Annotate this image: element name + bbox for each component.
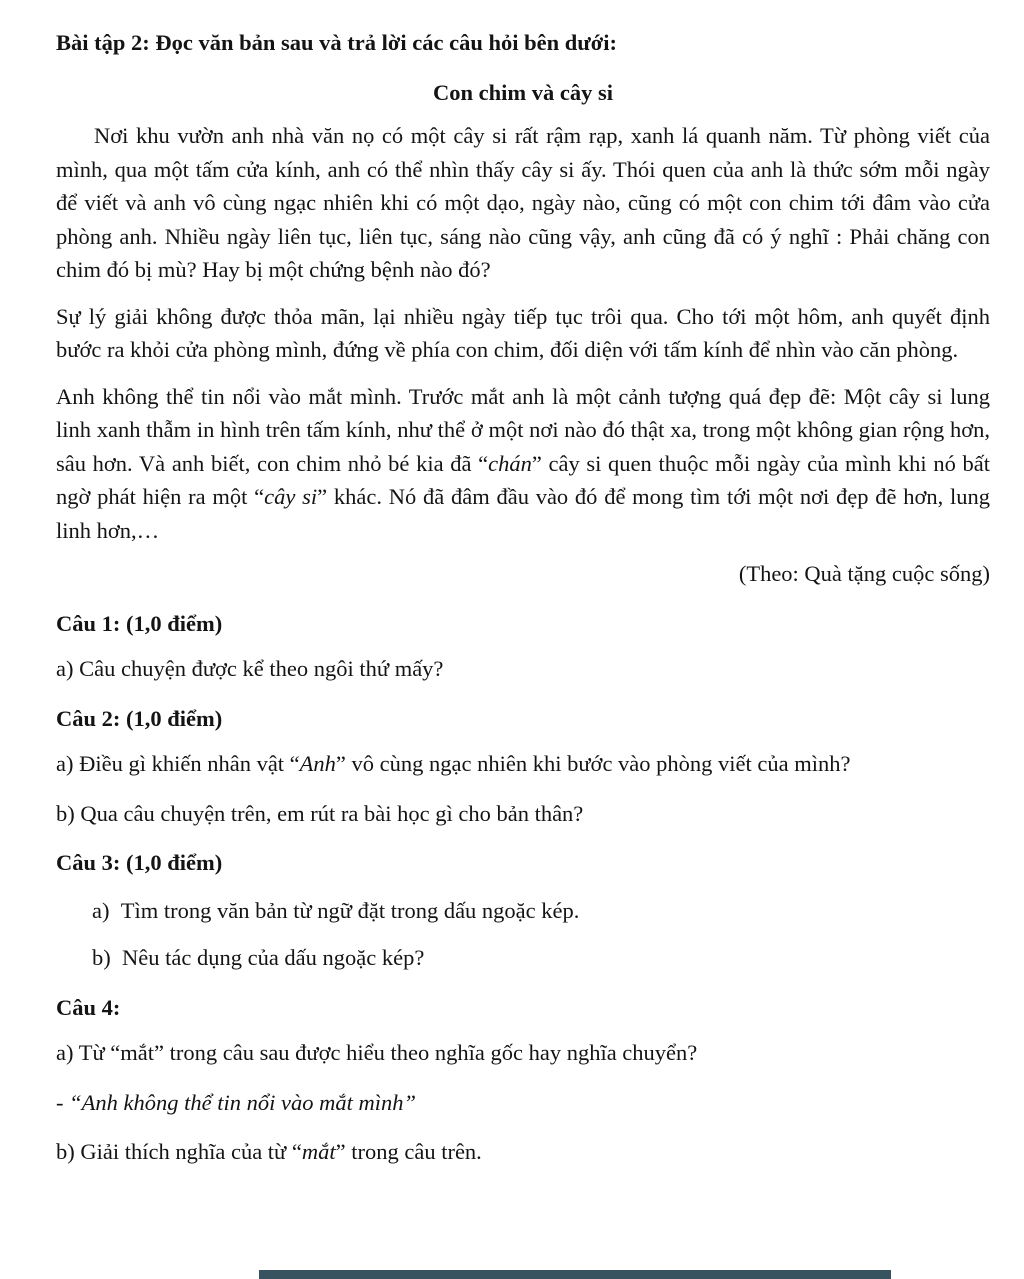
question-block-1: [56, 607, 990, 686]
question-2b: b) Qua câu chuyện trên, em rút ra bài học gì cho bản thân?: [56, 800, 584, 826]
question-block-2: [56, 702, 990, 831]
bottom-bar: [259, 1270, 891, 1279]
question-2a: a) Điều gì khiến nhân vật “Anh” vô cùng ngạc nhiên khi bước vào phòng viết của mình?: [56, 751, 851, 776]
story-attribution: (Theo: Quà tặng cuộc sống): [738, 561, 990, 586]
question-2-heading: Câu 2: (1,0 điểm): [56, 705, 223, 731]
question-3b: b) Nêu tác dụng của dấu ngoặc kép?: [92, 945, 425, 970]
story-paragraph-2: Sự lý giải không được thỏa mãn, lại nhiều ngày tiếp tục trôi qua. Cho tới một hôm, anh quyết định bước ra khỏi cửa phòng mình, đứng về phía con chim, đối diện với tấm kính để nhìn vào căn phòng.: [56, 303, 990, 362]
exercise-title: Bài tập 2: Đọc văn bản sau và trả lời các câu hỏi bên dưới:: [56, 30, 617, 55]
question-3a: a) Tìm trong văn bản từ ngữ đặt trong dấu ngoặc kép.: [92, 897, 580, 923]
question-block-4: [56, 991, 990, 1169]
story-title: Con chim và cây si: [433, 79, 613, 105]
question-3-heading: Câu 3: (1,0 điểm): [56, 850, 223, 875]
question-block-3: [56, 846, 990, 975]
question-4-quote: - “Anh không thể tin nổi vào mắt mình”: [56, 1089, 416, 1115]
story-paragraph-3: Anh không thể tin nổi vào mắt mình. Trước mắt anh là một cảnh tượng quá đẹp đẽ: Một cây si lung linh xanh thẫm in hình trên tấm kính, như thể ở một nơi nào đó thật xa, trong một không gian rộng hơn, sâu hơn. Và anh biết, con chim nhỏ bé kia đã “chán” cây si quen thuộc mỗi ngày của mình khi nó bất ngờ phát hiện ra một “cây si” khác. Nó đã đâm đầu vào đó để mong tìm tới một nơi đẹp đẽ hơn, lung linh hơn,…: [56, 383, 991, 543]
story-paragraph-1: Nơi khu vườn anh nhà văn nọ có một cây si rất rậm rạp, xanh lá quanh năm. Từ phòng viết của mình, qua một tấm cửa kính, anh có thể nhìn thấy cây si ấy. Thói quen của anh là thức sớm mỗi ngày để viết và anh vô cùng ngạc nhiên khi có một dạo, ngày nào, cũng có một con chim tới đâm vào cửa phòng anh. Nhiều ngày liên tục, liên tục, sáng nào cũng vậy, anh cũng đã có ý nghĩ : Phải chăng con chim đó bị mù? Hay bị một chứng bệnh nào đó?: [56, 123, 990, 282]
question-1a: a) Câu chuyện được kể theo ngôi thứ mấy?: [56, 656, 444, 681]
question-1-heading: Câu 1: (1,0 điểm): [56, 610, 223, 636]
question-4-heading: Câu 4:: [56, 994, 121, 1020]
question-4b: b) Giải thích nghĩa của từ “mắt” trong câu trên.: [56, 1139, 482, 1164]
question-4a: a) Từ “mắt” trong câu sau được hiểu theo nghĩa gốc hay nghĩa chuyển?: [56, 1040, 698, 1065]
